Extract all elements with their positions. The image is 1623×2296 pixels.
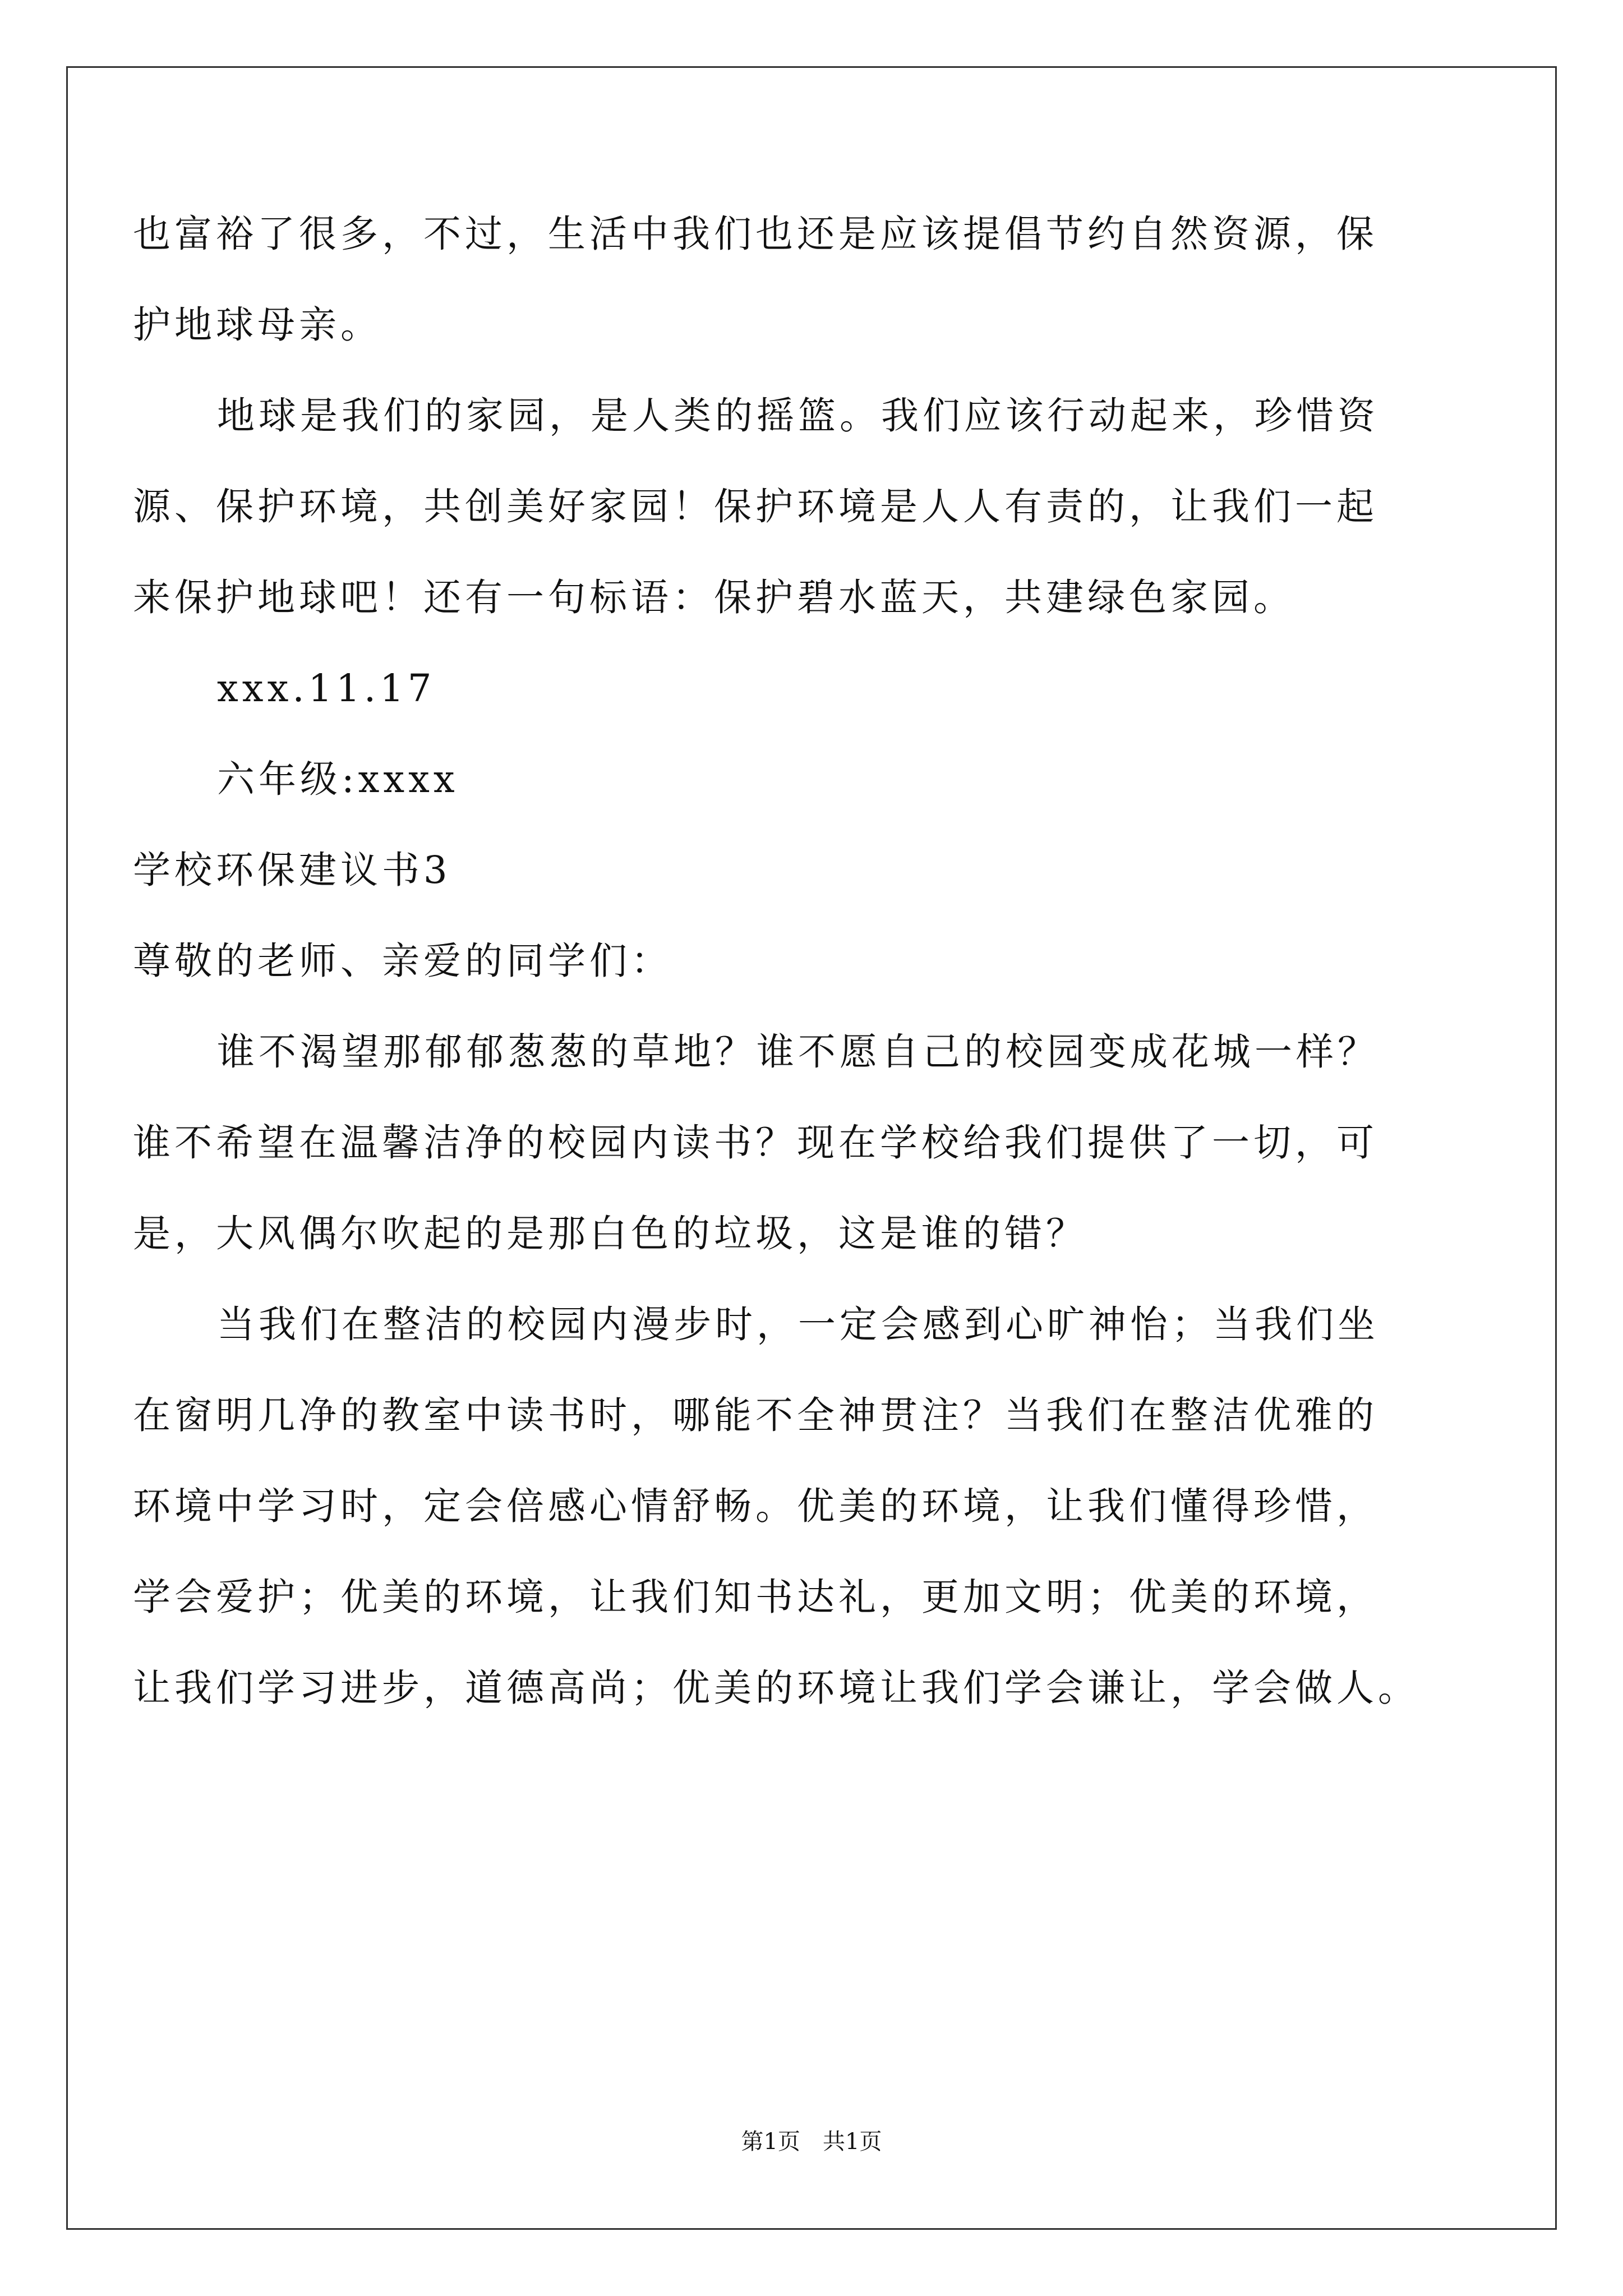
signature-line: 六年级:xxxx [217, 757, 459, 801]
page-number-total: 共1页 [823, 2129, 882, 2155]
paragraph-line: 地球是我们的家园，是人类的摇篮。我们应该行动起来，珍惜资 [217, 394, 1379, 438]
paragraph-line: 也富裕了很多，不过，生活中我们也还是应该提倡节约自然资源，保 [133, 212, 1378, 256]
date-line: xxx.11.17 [217, 666, 436, 710]
paragraph-line: 是，大风偶尔吹起的是那白色的垃圾，这是谁的错？ [133, 1212, 1087, 1255]
page-footer [0, 2125, 1623, 2159]
paragraph-line: 谁不希望在温馨洁净的校园内读书？现在学校给我们提供了一切，可 [133, 1121, 1378, 1165]
page-number-current: 第1页 [741, 2129, 800, 2155]
section-title: 学校环保建议书3 [133, 848, 451, 892]
paragraph-line: 护地球母亲。 [133, 303, 382, 347]
paragraph-line: 学会爱护；优美的环境，让我们知书达礼，更加文明；优美的环境， [133, 1575, 1378, 1619]
paragraph-line: 谁不渴望那郁郁葱葱的草地？谁不愿自己的校园变成花城一样？ [217, 1030, 1379, 1074]
paragraph-line: 源、保护环境，共创美好家园！保护环境是人人有责的，让我们一起 [133, 485, 1378, 528]
paragraph-line: 环境中学习时，定会倍感心情舒畅。优美的环境，让我们懂得珍惜， [133, 1484, 1378, 1528]
paragraph-line: 来保护地球吧！还有一句标语：保护碧水蓝天，共建绿色家园。 [133, 576, 1295, 619]
paragraph-line: 在窗明几净的教室中读书时，哪能不全神贯注？当我们在整洁优雅的 [133, 1393, 1378, 1437]
paragraph-line: 当我们在整洁的校园内漫步时，一定会感到心旷神怡；当我们坐 [217, 1303, 1379, 1346]
salutation: 尊敬的老师、亲爱的同学们： [133, 939, 672, 983]
paragraph-line: 让我们学习进步，道德高尚；优美的环境让我们学会谦让，学会做人。 [133, 1666, 1419, 1710]
